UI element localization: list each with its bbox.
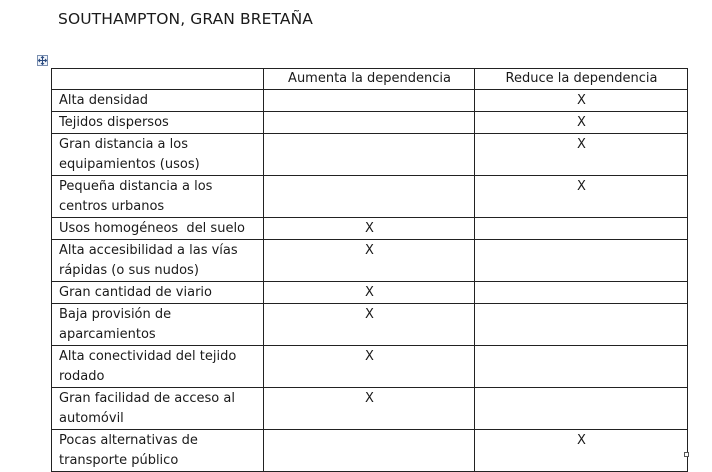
table-row — [52, 304, 688, 346]
factor-cell: Gran facilidad de acceso al automóvil — [52, 388, 264, 430]
aumenta-cell — [264, 176, 475, 218]
factor-cell: Gran cantidad de viario — [52, 282, 264, 304]
aumenta-cell: X — [264, 388, 475, 430]
factor-cell: Pequeña distancia a los centros urbanos — [52, 176, 264, 218]
factor-cell: Alta accesibilidad a las vías rápidas (o sus nudos) — [52, 240, 264, 282]
factor-cell: Pocas alternativas de transporte público — [52, 430, 264, 472]
factor-cell: Usos homogéneos del suelo — [52, 218, 264, 240]
aumenta-cell — [264, 112, 475, 134]
reduce-cell: X — [475, 176, 688, 218]
reduce-cell — [475, 218, 688, 240]
factor-cell: Tejidos dispersos — [52, 112, 264, 134]
dependency-table — [51, 68, 688, 472]
table-row — [52, 134, 688, 176]
reduce-cell: X — [475, 430, 688, 472]
table-row — [52, 282, 688, 304]
aumenta-cell: X — [264, 240, 475, 282]
header-cell-reduce: Reduce la dependencia — [475, 69, 688, 90]
table-row — [52, 90, 688, 112]
reduce-cell — [475, 282, 688, 304]
table-row — [52, 346, 688, 388]
move-arrows-icon — [38, 56, 47, 65]
table-header-row — [52, 69, 688, 90]
table-row — [52, 388, 688, 430]
factor-cell: Alta densidad — [52, 90, 264, 112]
reduce-cell: X — [475, 112, 688, 134]
reduce-cell: X — [475, 90, 688, 112]
reduce-cell — [475, 304, 688, 346]
factor-cell: Gran distancia a los equipamientos (usos) — [52, 134, 264, 176]
table-row — [52, 218, 688, 240]
header-cell-factor — [52, 69, 264, 90]
aumenta-cell: X — [264, 218, 475, 240]
aumenta-cell — [264, 90, 475, 112]
table-resize-handle[interactable] — [684, 452, 689, 457]
aumenta-cell — [264, 430, 475, 472]
aumenta-cell — [264, 134, 475, 176]
reduce-cell — [475, 388, 688, 430]
aumenta-cell: X — [264, 346, 475, 388]
table-row — [52, 240, 688, 282]
reduce-cell: X — [475, 134, 688, 176]
aumenta-cell: X — [264, 282, 475, 304]
table-row — [52, 176, 688, 218]
table-move-handle[interactable] — [37, 55, 48, 66]
header-cell-aumenta: Aumenta la dependencia — [264, 69, 475, 90]
reduce-cell — [475, 346, 688, 388]
aumenta-cell: X — [264, 304, 475, 346]
factor-cell: Alta conectividad del tejido rodado — [52, 346, 264, 388]
reduce-cell — [475, 240, 688, 282]
factor-cell: Baja provisión de aparcamientos — [52, 304, 264, 346]
document-title: SOUTHAMPTON, GRAN BRETAÑA — [58, 10, 313, 28]
table-row — [52, 112, 688, 134]
table-row — [52, 430, 688, 472]
